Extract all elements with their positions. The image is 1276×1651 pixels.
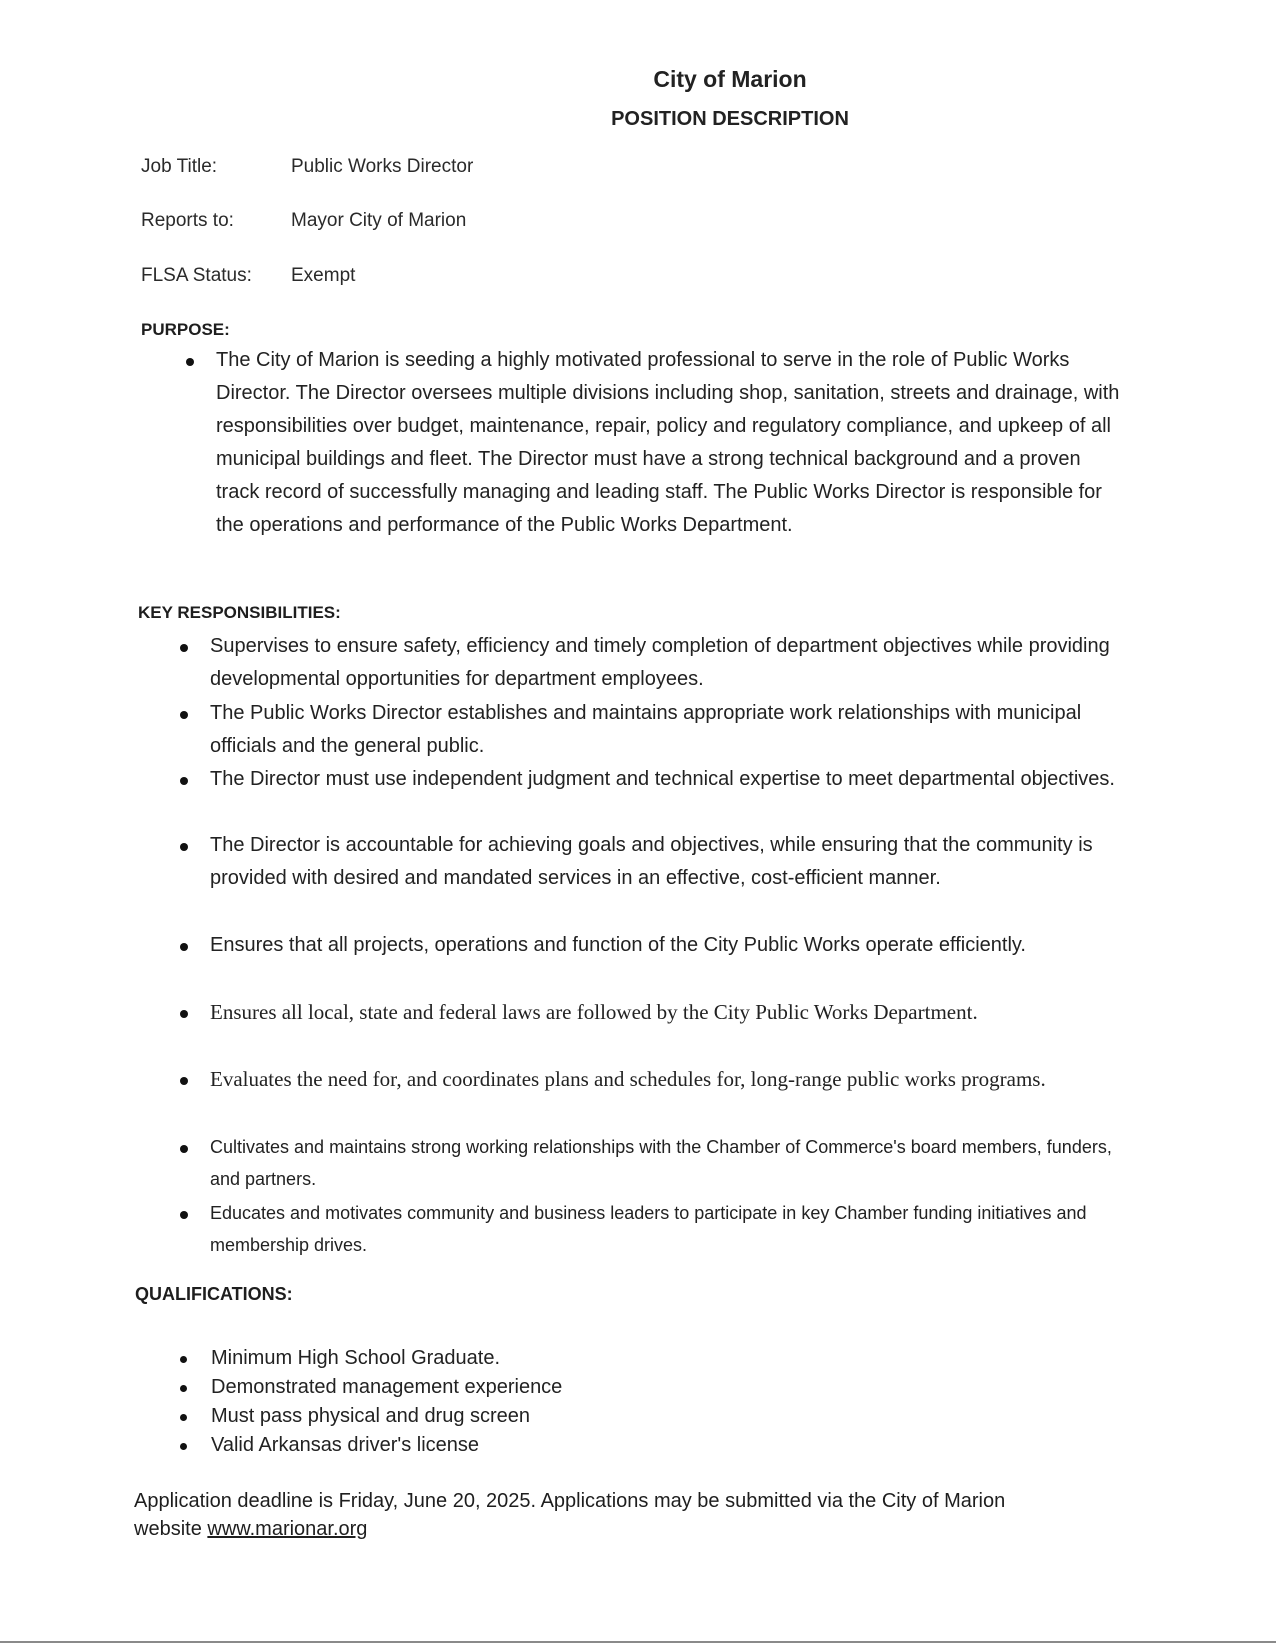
reports-to-value: Mayor City of Marion	[291, 210, 467, 231]
qualification-item: Minimum High School Graduate.	[211, 1344, 500, 1372]
organization-title: City of Marion	[653, 66, 807, 92]
responsibility-item: The Public Works Director establishes and maintains appropriate work relationships with municipal officials and the general public.	[210, 697, 1130, 763]
responsibilities-heading: KEY RESPONSIBILITIES:	[138, 603, 341, 622]
purpose-heading: PURPOSE:	[141, 320, 230, 339]
responsibility-item: Supervises to ensure safety, efficiency and timely completion of department objectives while providing developmental opportunities for department employees.	[210, 630, 1130, 696]
job-title-value: Public Works Director	[291, 156, 474, 177]
responsibility-item: The Director is accountable for achieving goals and objectives, while ensuring that the community is provided with desired and mandated services in an effective, cost-efficient manner.	[210, 829, 1130, 895]
qualification-item: Valid Arkansas driver's license	[211, 1431, 479, 1459]
qualification-item: Demonstrated management experience	[211, 1373, 562, 1401]
responsibility-item: Evaluates the need for, and coordinates plans and schedules for, long-range public works programs.	[210, 1063, 1130, 1096]
qualifications-heading: QUALIFICATIONS:	[135, 1284, 293, 1304]
flsa-status-value: Exempt	[291, 265, 356, 286]
document-type-heading: POSITION DESCRIPTION	[611, 108, 849, 130]
responsibility-item: Educates and motivates community and business leaders to participate in key Chamber funding initiatives and membership drives.	[210, 1197, 1130, 1261]
reports-to-label: Reports to:	[141, 210, 234, 231]
job-title-label: Job Title:	[141, 156, 218, 177]
bottom-divider	[0, 1641, 1276, 1643]
responsibility-item: The Director must use independent judgment and technical expertise to meet departmental objectives.	[210, 763, 1130, 796]
qualification-item: Must pass physical and drug screen	[211, 1402, 530, 1430]
flsa-status-label: FLSA Status:	[141, 265, 252, 286]
purpose-text: The City of Marion is seeding a highly motivated professional to serve in the role of Public Works Director. The Director oversees multiple divisions including shop, sanitation, streets and drainage, with responsibilities over budget, maintenance, repair, policy and regulatory compliance, and upkeep of all municipal buildings and fleet. The Director must have a strong technical background and a proven track record of successfully managing and leading staff. The Public Works Director is responsible for the operations and performance of the Public Works Department.	[216, 344, 1126, 542]
deadline-text: Application deadline is Friday, June 20, 2025. Applications may be submitted via the City of Marion website	[134, 1490, 1006, 1540]
responsibility-item: Cultivates and maintains strong working relationships with the Chamber of Commerce's board members, funders, and partners.	[210, 1131, 1130, 1195]
responsibility-item: Ensures all local, state and federal laws are followed by the City Public Works Department.	[210, 996, 1130, 1029]
website-link[interactable]: www.marionar.org	[207, 1518, 368, 1540]
responsibility-item: Ensures that all projects, operations and function of the City Public Works operate efficiently.	[210, 929, 1130, 962]
application-deadline-note	[134, 1487, 1074, 1543]
